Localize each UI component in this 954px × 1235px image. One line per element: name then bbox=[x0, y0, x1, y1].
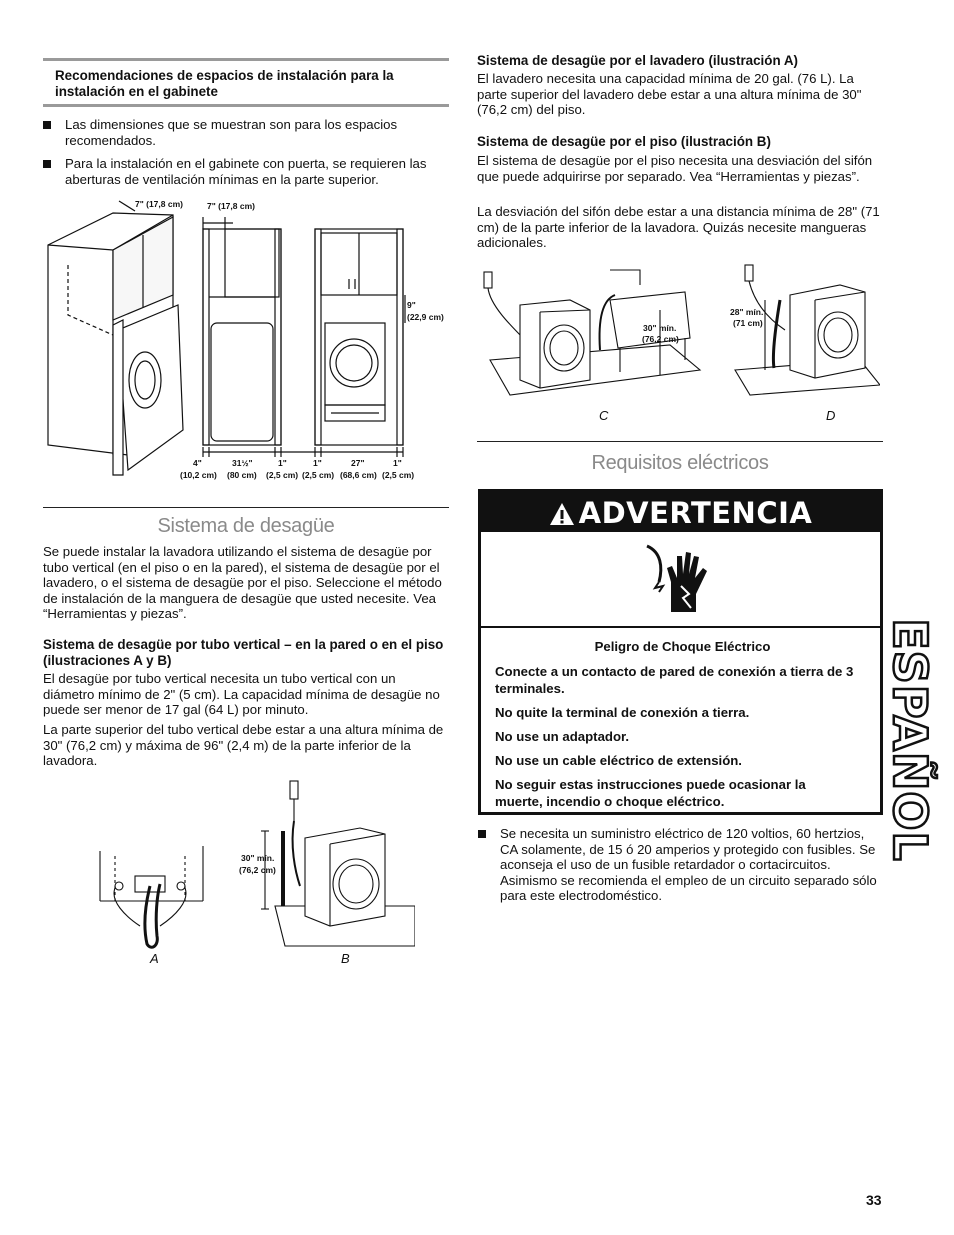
dim-top-left: 7" (17,8 cm) bbox=[135, 199, 183, 209]
dim-b5-cm: (68,6 cm) bbox=[340, 470, 377, 480]
fig-c-dim-cm: (76,2 cm) bbox=[642, 334, 679, 344]
bullet-item: Las dimensiones que se muestran son para los espacios recomendados. bbox=[43, 117, 449, 148]
dim-b3: 1" bbox=[278, 458, 287, 468]
fig-label-a: A bbox=[150, 951, 159, 966]
warning-triangle-icon bbox=[549, 502, 575, 526]
warning-line: No use un cable eléctrico de extensión. bbox=[495, 753, 742, 768]
electrical-bullets bbox=[478, 826, 883, 912]
warning-line: No seguir estas instrucciones puede ocasionar la muerte, incendio o choque eléctrico. bbox=[495, 777, 806, 809]
dim-side-cm: (22,9 cm) bbox=[407, 312, 444, 322]
electric-shock-hand-icon bbox=[641, 542, 716, 616]
dim-b2-cm: (80 cm) bbox=[227, 470, 257, 480]
dim-side: 9" bbox=[407, 300, 416, 310]
dim-b6: 1" bbox=[393, 458, 402, 468]
warning-header-text: ADVERTENCIA bbox=[578, 496, 813, 530]
drain-illustration-ab bbox=[85, 776, 415, 952]
bullet-item: Se necesita un suministro eléctrico de 120 voltios, 60 hertzios, CA solamente, de 15 ó 20 amperios y protegido con fusibles. Se aconseja el uso de un fusible retardador o cortacircuitos. Asimismo se recomienda el empleo de un circuito separado sólo para este electrodoméstico. bbox=[478, 826, 883, 904]
dim-b6-cm: (2,5 cm) bbox=[382, 470, 415, 480]
tub-p: El lavadero necesita una capacidad mínima de 20 gal. (76 L). La parte superior del lavadero debe estar a una altura mínima de 30" (76,2 cm) del piso. bbox=[477, 71, 862, 118]
fig-d-dim: 28" mín. bbox=[730, 307, 764, 317]
fig-d-dim-cm: (71 cm) bbox=[733, 318, 763, 328]
fig-b-dim-cm: (76,2 cm) bbox=[239, 865, 276, 875]
standpipe-heading: Sistema de desagüe por tubo vertical – en la pared o en el piso (ilustraciones A y B) bbox=[43, 637, 444, 668]
dim-b4-cm: (2,5 cm) bbox=[302, 470, 335, 480]
side-tab-label: ESPAÑOL bbox=[883, 618, 937, 862]
side-tab bbox=[880, 618, 940, 862]
divider bbox=[477, 441, 883, 442]
floor-p2: La desviación del sifón debe estar a una distancia mínima de 28" (71 cm) de la parte inferior de la lavadora. Quizás necesite mangueras adicionales. bbox=[477, 204, 880, 251]
floor-p1: El sistema de desagüe por el piso necesita una desviación del sifón que puede adquirirse por separado. Vea “Herramientas y piezas”. bbox=[477, 153, 873, 184]
standpipe-p1: El desagüe por tubo vertical necesita un tubo vertical con un diámetro mínimo de 2" (5 cm). La capacidad mínima de desagüe no puede ser menor de 17 gal (64 L) por minuto. bbox=[43, 671, 440, 718]
floor-heading: Sistema de desagüe por el piso (ilustración B) bbox=[477, 134, 771, 149]
tub-heading: Sistema de desagüe por el lavadero (ilustración A) bbox=[477, 53, 798, 68]
drain-illustration-cd bbox=[480, 260, 880, 410]
drain-title: Sistema de desagüe bbox=[157, 515, 335, 537]
dim-b4: 1" bbox=[313, 458, 322, 468]
bullet-item: Para la instalación en el gabinete con puerta, se requieren las aberturas de ventilación mínimas en la parte superior. bbox=[43, 156, 449, 187]
fig-label-d: D bbox=[826, 408, 836, 423]
warning-line: No quite la terminal de conexión a tierra. bbox=[495, 705, 750, 720]
fig-c-dim: 30" mín. bbox=[643, 323, 677, 333]
warning-icon-area bbox=[481, 532, 880, 628]
dim-top-mid: 7" (17,8 cm) bbox=[207, 201, 255, 211]
warning-body bbox=[495, 638, 870, 817]
page-number: 33 bbox=[866, 1192, 882, 1208]
install-heading-box bbox=[43, 58, 449, 107]
divider bbox=[43, 507, 449, 508]
warning-line: No use un adaptador. bbox=[495, 729, 630, 744]
fig-b-dim: 30" mín. bbox=[241, 853, 275, 863]
fig-label-c: C bbox=[599, 408, 609, 423]
dim-b1-cm: (10,2 cm) bbox=[180, 470, 217, 480]
warning-line: Conecte a un contacto de pared de conexión a tierra de 3 terminales. bbox=[495, 664, 854, 696]
drain-intro: Se puede instalar la lavadora utilizando el sistema de desagüe por tubo vertical (en el piso o en la pared), el sistema de desagüe por el lavadero, o el sistema de desagüe por el piso. Seleccione el método de instalación de la manguera de desagüe que usted necesite. Vea “Herramientas y piezas”. bbox=[43, 544, 442, 622]
warning-header bbox=[481, 492, 880, 532]
dim-b3-cm: (2,5 cm) bbox=[266, 470, 299, 480]
fig-label-b: B bbox=[341, 951, 350, 966]
install-heading: Recomendaciones de espacios de instalación para la instalación en el gabinete bbox=[55, 68, 394, 99]
dim-b2: 31½" bbox=[232, 458, 253, 468]
cabinet-illustration bbox=[43, 195, 453, 490]
dim-b1: 4" bbox=[193, 458, 202, 468]
standpipe-p2: La parte superior del tubo vertical debe estar a una altura mínima de 30" (76,2 cm) y máxima de 96" (2,4 m) de la parte inferior de la lavadora. bbox=[43, 722, 444, 769]
dim-b5: 27" bbox=[351, 458, 365, 468]
electrical-title: Requisitos eléctricos bbox=[591, 452, 769, 474]
install-bullets bbox=[43, 117, 449, 195]
warning-box bbox=[478, 489, 883, 815]
warning-subtitle: Peligro de Choque Eléctrico bbox=[594, 639, 771, 654]
